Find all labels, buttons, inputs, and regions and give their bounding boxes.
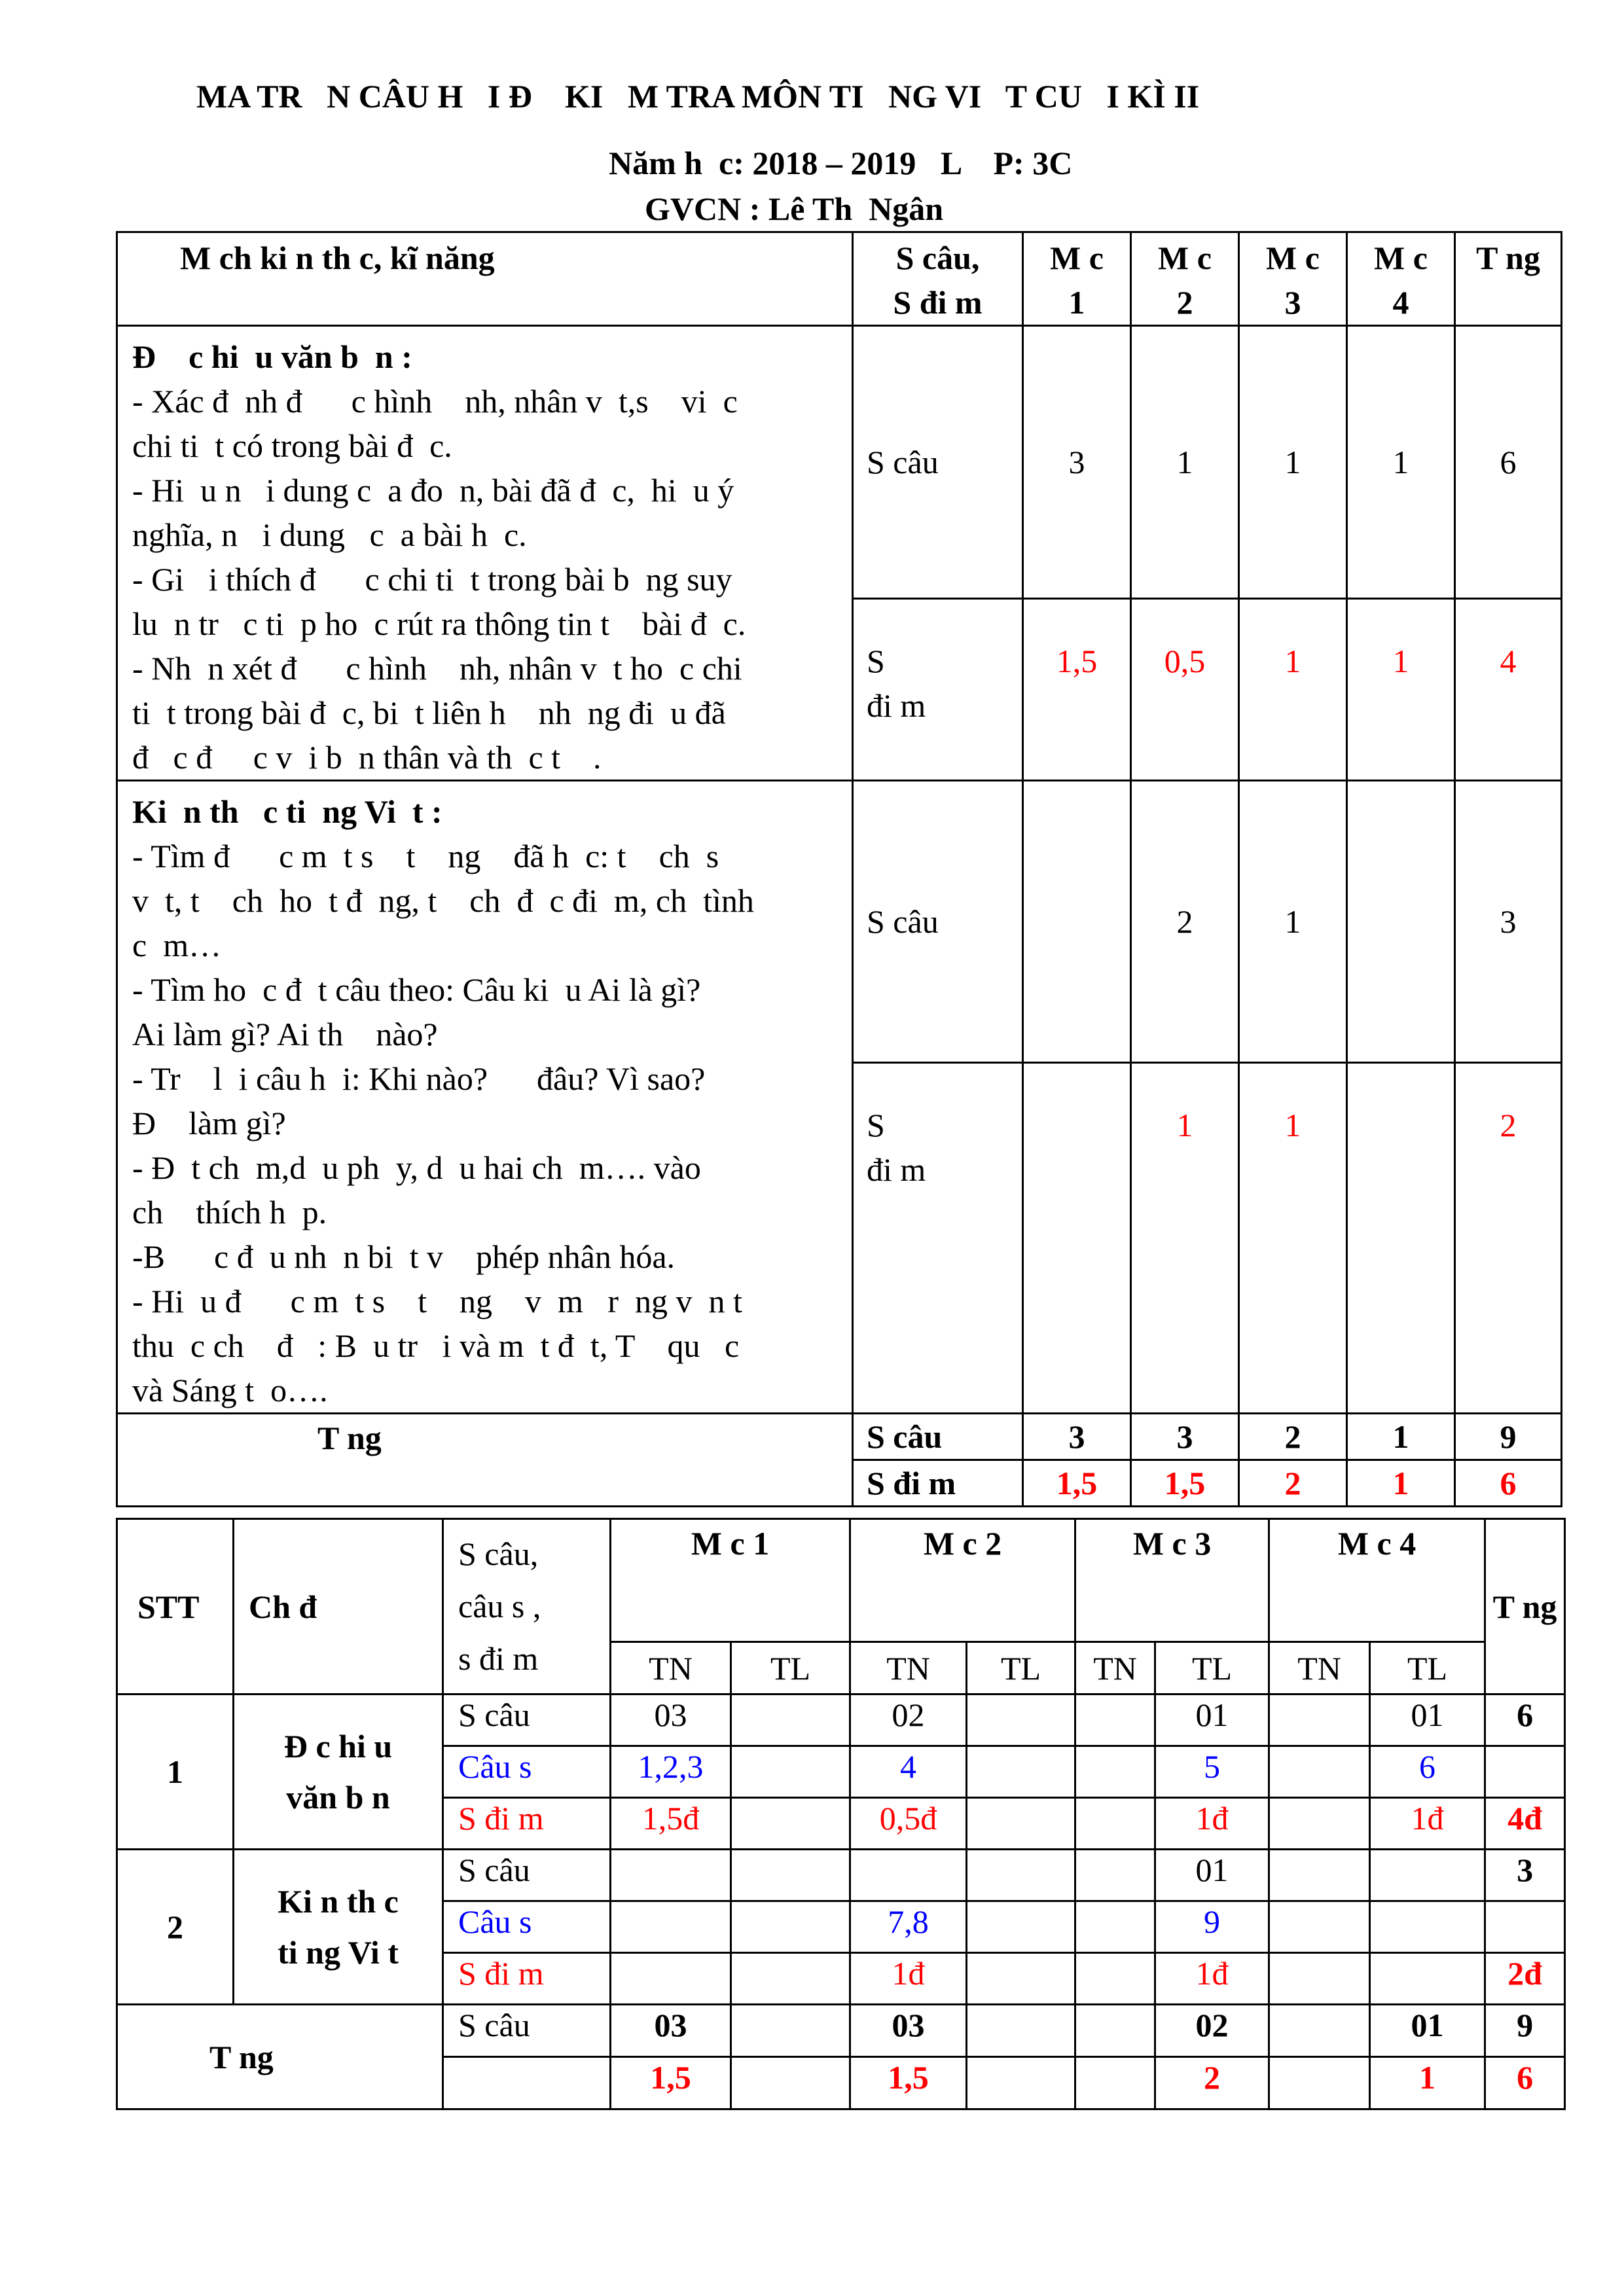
total-score-cell: 1 [1347,1460,1455,1507]
total-label: T ng [117,2005,443,2109]
score-cell [731,1798,850,1850]
total-count-cell: 9 [1485,2005,1565,2057]
qnum-cell: 4 [850,1746,967,1798]
reading-skills-description: Đ c hi u văn b n : - Xác đ nh đ c hình nh, nhân v t,s vi c chi ti t có trong bài đ c. - Hi u n i dung c a đo n, bài đã đ c, hi u ý nghĩa, n i dung c a bài h c. - Gi i thích đ c chi ti t trong bài b ng suy lu n tr c ti p ho c rút ra thông tin t bài đ c. - Nh n xét đ c hình nh, nhân v t ho c chi ti t trong bài đ c, bi t liên h nh ng đi u đã đ c đ c v i b n thân và th c t . [117,326,853,781]
total-count-cell: 01 [1370,2005,1485,2057]
tl-header: TL [967,1642,1075,1695]
qnum-cell [967,1901,1075,1953]
qnum-cell [1075,1901,1155,1953]
type-header: S câu, S đi m [853,232,1023,326]
tn-header: TN [850,1642,967,1695]
total-count-cell: 9 [1455,1414,1562,1460]
table-row [117,1695,1565,1746]
level-3-header: M c 3 [1239,232,1347,326]
qnum-cell [731,1746,850,1798]
qnum-cell: 1,2,3 [611,1746,731,1798]
empty-cell [967,2005,1075,2057]
type-header: S câu, câu s , s đi m [443,1519,611,1695]
score-cell [1075,1953,1155,2005]
level-1-header: M c 1 [1023,232,1131,326]
total-count-label: S câu [443,2005,611,2057]
qnum-cell [1269,1901,1370,1953]
group-number: 2 [117,1850,234,2005]
count-cell: 2 [1131,781,1239,1063]
score-cell: 1đ [850,1953,967,2005]
total-score-label: S đi m [853,1460,1023,1507]
tn-header: TN [1269,1642,1370,1695]
score-cell [611,1953,731,2005]
count-total-cell: 6 [1485,1695,1565,1746]
count-cell [611,1850,731,1901]
table-header-row [117,1519,1565,1642]
total-score-cell: 1,5 [1131,1460,1239,1507]
count-cell [1075,1850,1155,1901]
count-cell [850,1850,967,1901]
count-cell: 1 [1347,326,1455,599]
score-cell: 1đ [1155,1953,1269,2005]
count-cell: 3 [1023,326,1131,599]
score-label: S đi m [853,1062,1023,1413]
score-total-cell: 4đ [1485,1798,1565,1850]
table-header-row [117,232,1562,326]
count-cell [1269,1850,1370,1901]
total-score-cell: 1,5 [1023,1460,1131,1507]
group-number: 1 [117,1695,234,1850]
qnum-cell [1075,1746,1155,1798]
score-cell [1347,1062,1455,1413]
score-cell [1370,1953,1485,2005]
total-count-cell: 1 [1347,1414,1455,1460]
count-cell: 01 [1155,1850,1269,1901]
total-count-cell: 3 [1023,1414,1131,1460]
qnum-label: Câu s [443,1746,611,1798]
total-row [117,2005,1565,2057]
count-cell [1023,781,1131,1063]
total-header: T ng [1485,1519,1565,1695]
level-2-header: M c 2 [850,1519,1075,1642]
count-label: S câu [853,781,1023,1063]
total-score-cell: 6 [1485,2057,1565,2109]
count-cell [1347,781,1455,1063]
empty-cell [443,2057,611,2109]
empty-cell [731,2005,850,2057]
total-label: T ng [117,1414,853,1507]
score-cell [1269,1798,1370,1850]
empty-cell [1269,2057,1370,2109]
count-cell: 03 [611,1695,731,1746]
total-score-cell: 2 [1155,2057,1269,2109]
score-cell: 1,5 [1023,598,1131,780]
score-cell: 1 [1239,1062,1347,1413]
count-cell: 1 [1239,781,1347,1063]
score-label: S đi m [443,1798,611,1850]
score-label: S đi m [443,1953,611,2005]
qnum-cell [1485,1901,1565,1953]
score-cell: 1 [1131,1062,1239,1413]
qnum-cell: 7,8 [850,1901,967,1953]
count-cell: 3 [1455,781,1562,1063]
tn-header: TN [1075,1642,1155,1695]
count-label: S câu [443,1850,611,1901]
qnum-cell [1485,1746,1565,1798]
total-row [117,1414,1562,1460]
count-cell [1370,1850,1485,1901]
total-score-cell: 1,5 [611,2057,731,2109]
count-cell [967,1695,1075,1746]
empty-cell [1269,2005,1370,2057]
score-cell: 0,5 [1131,598,1239,780]
empty-cell [1075,2005,1155,2057]
qnum-label: Câu s [443,1901,611,1953]
total-count-label: S câu [853,1414,1023,1460]
count-total-cell: 3 [1485,1850,1565,1901]
tl-header: TL [731,1642,850,1695]
qnum-cell: 9 [1155,1901,1269,1953]
level-4-header: M c 4 [1269,1519,1485,1642]
level-4-header: M c 4 [1347,232,1455,326]
group-topic: Đ c hi u văn b n [234,1695,443,1850]
total-score-cell: 6 [1455,1460,1562,1507]
table-row [117,1850,1565,1901]
qnum-cell: 5 [1155,1746,1269,1798]
level-1-header: M c 1 [611,1519,850,1642]
matrix-table [116,231,1562,1507]
count-cell [731,1850,850,1901]
tn-header: TN [611,1642,731,1695]
total-score-cell: 2 [1239,1460,1347,1507]
score-cell: 1đ [1370,1798,1485,1850]
score-total-cell: 2đ [1485,1953,1565,2005]
topic-header: Ch đ [234,1519,443,1695]
score-cell [1269,1953,1370,2005]
qnum-cell [1269,1746,1370,1798]
qnum-cell [611,1901,731,1953]
score-cell [967,1953,1075,2005]
score-cell: 1 [1347,598,1455,780]
total-score-cell: 1 [1370,2057,1485,2109]
stt-header: STT [117,1519,234,1695]
total-count-cell: 2 [1239,1414,1347,1460]
count-cell [731,1695,850,1746]
page-title: MA TR N CÂU H I Đ KI M TRA MÔN TI NG VI T CU I KÌ II [196,78,1200,115]
empty-cell [731,2057,850,2109]
table-row [117,781,1562,1063]
total-score-cell: 1,5 [850,2057,967,2109]
count-cell: 01 [1155,1695,1269,1746]
score-cell: 1 [1239,598,1347,780]
count-cell: 01 [1370,1695,1485,1746]
score-cell [967,1798,1075,1850]
count-cell [967,1850,1075,1901]
count-cell [1269,1695,1370,1746]
tl-header: TL [1155,1642,1269,1695]
tl-header: TL [1370,1642,1485,1695]
level-2-header: M c 2 [1131,232,1239,326]
count-cell [1075,1695,1155,1746]
level-3-header: M c 3 [1075,1519,1269,1642]
empty-cell [967,2057,1075,2109]
score-cell: 2 [1455,1062,1562,1413]
score-cell [1023,1062,1131,1413]
total-count-cell: 02 [1155,2005,1269,2057]
count-cell: 1 [1131,326,1239,599]
count-label: S câu [443,1695,611,1746]
total-count-cell: 03 [611,2005,731,2057]
count-label: S câu [853,326,1023,599]
total-count-cell: 03 [850,2005,967,2057]
score-cell: 1đ [1155,1798,1269,1850]
qnum-cell [967,1746,1075,1798]
count-cell: 1 [1239,326,1347,599]
score-label: S đi m [853,598,1023,780]
score-cell: 4 [1455,598,1562,780]
score-cell: 0,5đ [850,1798,967,1850]
vietnamese-knowledge-description: Ki n th c ti ng Vi t : - Tìm đ c m t s t ng đã h c: t ch s v t, t ch ho t đ ng, t ch đ c đi m, ch tình c m… - Tìm ho c đ t câu theo: Câu ki u Ai là gì? Ai làm gì? Ai th nào? - Tr l i câu h i: Khi nào? đâu? Vì sao? Đ làm gì? - Đ t ch m,d u ph y, d u hai ch m…. vào ch thích h p. -B c đ u nh n bi t v phép nhân hóa. - Hi u đ c m t s t ng v m r ng v n t thu c ch đ : B u tr i và m t đ t, T qu c và Sáng t o…. [117,781,853,1414]
topic-header: M ch ki n th c, kĩ năng [117,232,853,326]
school-year: Năm h c: 2018 – 2019 L P: 3C [609,145,1073,181]
count-cell: 02 [850,1695,967,1746]
group-topic: Ki n th c ti ng Vi t [234,1850,443,2005]
total-header: T ng [1455,232,1562,326]
question-matrix-table [116,1518,1566,2110]
teacher-name: GVCN : Lê Th Ngân [645,190,944,227]
qnum-cell [1370,1901,1485,1953]
score-cell [731,1953,850,2005]
count-cell: 6 [1455,326,1562,599]
qnum-cell [731,1901,850,1953]
score-cell [1075,1798,1155,1850]
total-count-cell: 3 [1131,1414,1239,1460]
table-row [117,326,1562,599]
empty-cell [1075,2057,1155,2109]
qnum-cell: 6 [1370,1746,1485,1798]
score-cell: 1,5đ [611,1798,731,1850]
